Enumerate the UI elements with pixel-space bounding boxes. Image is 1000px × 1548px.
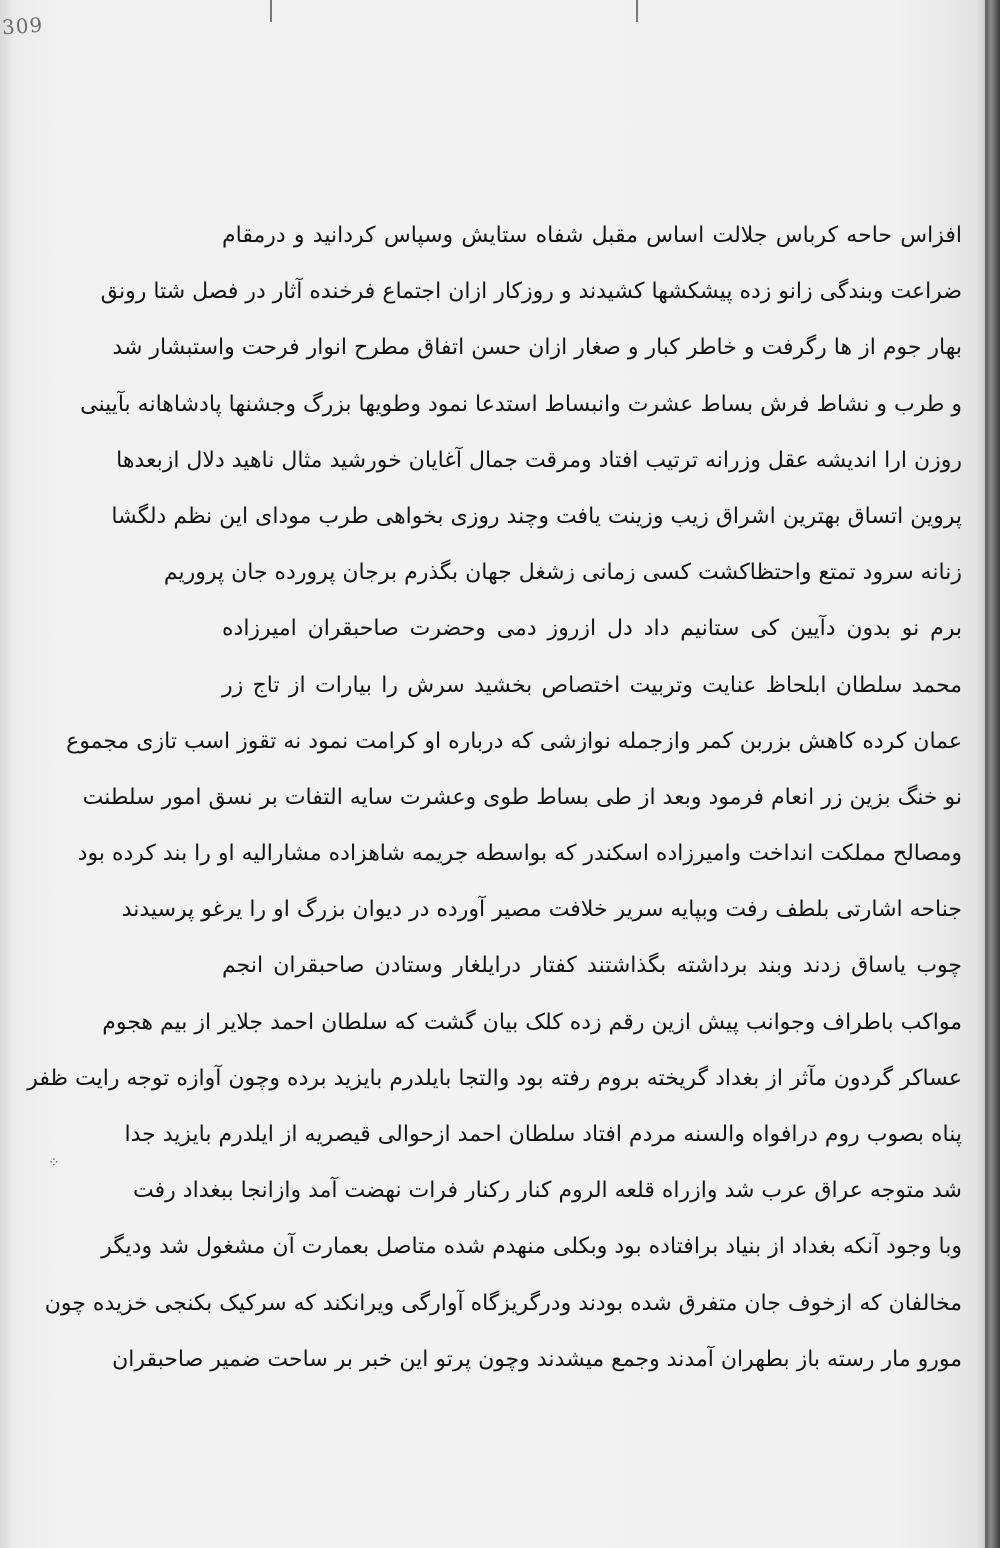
manuscript-text-block <box>27 208 962 1388</box>
text-line: مخالفان که ازخوف جان متفرق شده بودند ودرگریزگاه آوارگی ویرانکند که سرکیک بکنجی خزیده چون <box>44 1290 962 1316</box>
text-line: برم نو بدون دآیین کی ستانیم داد دل ازروز دمی وحضرت صاحبقران امیرزاده <box>222 616 962 642</box>
text-line: و طرب و نشاط فرش بساط عشرت وانبساط استدعا نمود وطویها بزرگ وجشنها پادشاهانه بآیینی <box>80 391 962 417</box>
text-line: نو خنگ بزین زر انعام فرمود وبعد از طی بساط طوی وعشرت سایه التفات بر نسق امور سلطنت <box>82 784 962 810</box>
folio-number: 309 <box>1 12 44 40</box>
text-line: پناه بصوب روم درافواه والسنه مردم افتاد سلطان احمد ازحوالی قیصریه از ایلدرم بایزید جدا <box>124 1122 962 1147</box>
text-line: عمان کرده کاهش بزربن کمر وازجمله نوازشی که درباره او کرامت نمود نه تقوز اسب تازی مجموع <box>66 728 962 754</box>
text-line: ومصالح مملکت انداخت وامیرزاده اسکندر که بواسطه جریمه شاهزاده مشارالیه او را بند کرده بود <box>77 841 962 867</box>
text-line: روزن ارا اندیشه عقل وزرانه ترتیب افتاد ومرقت جمال آغایان خورشید مثال ناهید دلال ازبعدها <box>116 447 962 473</box>
binding-edge <box>985 0 1000 1548</box>
text-line: افزاس حاحه کرباس جلالت اساس مقبل شفاه ستایش وسپاس کردانید و درمقام <box>222 223 962 248</box>
text-line: چوب یاساق زدند وبند برداشته بگذاشتند کفتار درایلغار وستادن صاحبقران انجم <box>222 953 962 979</box>
text-line: عساکر گردون مآثر از بغداد گریخته بروم رفته بود والتجا بایلدرم بایزید برده وچون آوازه توجه رایت ظفر <box>27 1065 962 1091</box>
text-line: مواکب باطراف وجوانب پیش ازین رقم زده کلک بیان گشت که سلطان احمد جلایر از بیم هجوم <box>102 1009 962 1035</box>
text-line: جناحه اشارتی بلطف رفت وبپایه سریر خلافت مصیر آورده در دیوان بزرگ او را یرغو پرسیدند <box>121 897 962 923</box>
text-line: وبا وجود آنکه بغداد از بنیاد برافتاده بود وبکلی منهدم شده متاصل بعمارت آن مشغول شد ودیگر <box>101 1234 962 1260</box>
text-line: پروین اتساق بهترین اشراق زیب وزینت یافت وچند روزی بخواهی طرب مودای این نظم دلگشا <box>111 503 962 529</box>
margin-dots: ⁘ <box>48 1155 60 1171</box>
top-edge-mark <box>636 0 638 22</box>
text-line: محمد سلطان ابلحاظ عنایت وتربیت اختصاص بخشید سرش را بیارات از تاج زر <box>222 672 962 698</box>
text-line: شد متوجه عراق عرب شد وازراه قلعه الروم کنار رکنار فرات نهضت آمد وازانجا ببغداد رفت <box>133 1178 962 1204</box>
text-line: بهار جوم از ها رگرفت و خاطر کبار و صغار ازان حسن اتفاق مطرح انوار فرحت واستبشار شد <box>112 335 962 361</box>
text-line: ضراعت وبندگی زانو زده پیشکشها کشیدند و روزکار ازان اجتماع فرخنده آثار در فصل شتا رونق <box>100 279 962 305</box>
text-line: مورو مار رسته باز بطهران آمدند وجمع میشدند وچون پرتو این خبر بر ساحت ضمیر صاحبقران <box>112 1346 962 1372</box>
text-line: زنانه سرود تمتع واحتظاکشت کسی زمانی زشغل جهان بگذرم برجان پرورده جان پروریم <box>163 560 962 586</box>
top-edge-mark <box>270 0 272 22</box>
